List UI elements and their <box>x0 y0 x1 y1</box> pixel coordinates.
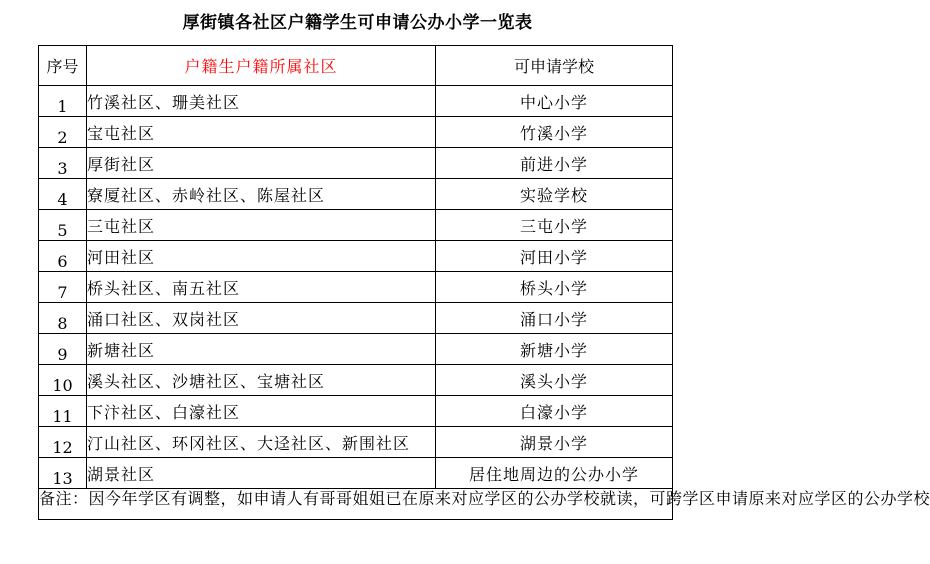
row-area: 河田社区 <box>87 241 436 272</box>
table-header-row <box>39 46 673 86</box>
row-area: 新塘社区 <box>87 334 436 365</box>
row-school: 前进小学 <box>436 148 673 179</box>
row-no: 7 <box>39 272 87 303</box>
row-area: 三屯社区 <box>87 210 436 241</box>
row-no: 5 <box>39 210 87 241</box>
row-area: 寮厦社区、赤岭社区、陈屋社区 <box>87 179 436 210</box>
table-row <box>39 334 673 365</box>
row-no: 12 <box>39 427 87 458</box>
row-area: 溪头社区、沙塘社区、宝塘社区 <box>87 365 436 396</box>
header-area: 户籍生户籍所属社区 <box>87 46 436 86</box>
table-row <box>39 179 673 210</box>
row-school: 竹溪小学 <box>436 117 673 148</box>
row-area: 竹溪社区、珊美社区 <box>87 86 436 117</box>
table-row <box>39 396 673 427</box>
row-no: 4 <box>39 179 87 210</box>
table-row <box>39 210 673 241</box>
header-school: 可申请学校 <box>436 46 673 86</box>
row-no: 10 <box>39 365 87 396</box>
row-school: 实验学校 <box>436 179 673 210</box>
row-no: 3 <box>39 148 87 179</box>
row-school: 白濠小学 <box>436 396 673 427</box>
row-area: 涌口社区、双岗社区 <box>87 303 436 334</box>
table-row <box>39 117 673 148</box>
row-area: 桥头社区、南五社区 <box>87 272 436 303</box>
row-school: 新塘小学 <box>436 334 673 365</box>
row-school: 三屯小学 <box>436 210 673 241</box>
table-row <box>39 303 673 334</box>
row-no: 2 <box>39 117 87 148</box>
row-school: 居住地周边的公办小学 <box>436 458 673 489</box>
row-area: 厚街社区 <box>87 148 436 179</box>
row-school: 溪头小学 <box>436 365 673 396</box>
row-school: 桥头小学 <box>436 272 673 303</box>
row-area: 湖景社区 <box>87 458 436 489</box>
page-title: 厚街镇各社区户籍学生可申请公办小学一览表 <box>182 13 533 33</box>
table-row <box>39 241 673 272</box>
school-list-table <box>38 45 930 520</box>
row-school: 河田小学 <box>436 241 673 272</box>
table-row <box>39 272 673 303</box>
table-row <box>39 148 673 179</box>
row-school: 中心小学 <box>436 86 673 117</box>
table-row <box>39 458 673 489</box>
row-area: 下汴社区、白濠社区 <box>87 396 436 427</box>
row-school: 湖景小学 <box>436 427 673 458</box>
row-no: 8 <box>39 303 87 334</box>
table-row <box>39 86 673 117</box>
row-no: 9 <box>39 334 87 365</box>
row-area: 宝屯社区 <box>87 117 436 148</box>
note-row <box>39 489 673 520</box>
table-body <box>39 86 930 520</box>
row-no: 1 <box>39 86 87 117</box>
row-area: 汀山社区、环冈社区、大迳社区、新围社区 <box>87 427 436 458</box>
table-row <box>39 427 673 458</box>
row-school: 涌口小学 <box>436 303 673 334</box>
row-no: 6 <box>39 241 87 272</box>
row-no: 11 <box>39 396 87 427</box>
table-row <box>39 365 673 396</box>
remark-note: 备注：因今年学区有调整，如申请人有哥哥姐姐已在原来对应学区的公办学校就读，可跨学区申请原来对应学区的公办学校 <box>39 489 673 520</box>
header-no: 序号 <box>39 46 87 86</box>
row-no: 13 <box>39 458 87 489</box>
